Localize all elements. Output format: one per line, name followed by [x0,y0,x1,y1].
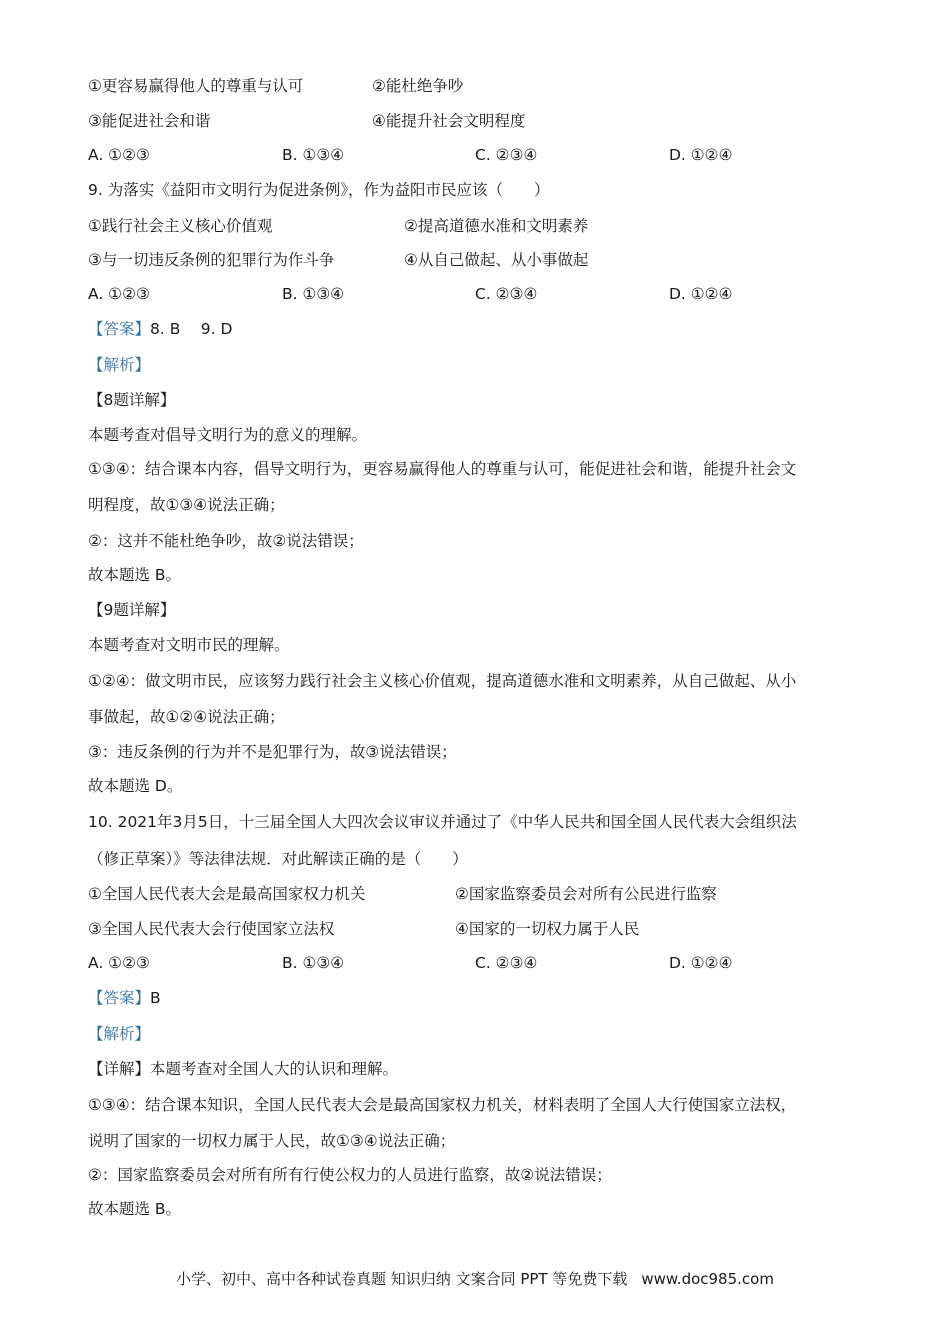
detail-8-line-2: ①③④：结合课本内容，倡导文明行为，更容易赢得他人的尊重与认可，能促进社会和谐，能提升社会文 [88,460,797,478]
answer-text: 8. B 9. D [150,320,233,338]
detail-9-line-4: ③：违反条例的行为并不是犯罪行为，故③说法错误； [88,743,457,761]
q10-option-c: C. ②③④ [475,954,538,972]
q9-statement-3: ③与一切违反条例的犯罪行为作斗争 [88,251,335,269]
page-footer [0,1268,950,1289]
q10-statement-4: ④国家的一切权力属于人民 [455,920,640,938]
q9-statement-1: ①践行社会主义核心价值观 [88,217,273,235]
q10-option-d: D. ①②④ [669,954,733,972]
q10-statement-1: ①全国人民代表大会是最高国家权力机关 [88,885,366,903]
detail-10-line-2: ①③④：结合课本知识，全国人民代表大会是最高国家权力机关，材料表明了全国人大行使国家立法权， [88,1096,797,1114]
detail-8-line-1: 本题考查对倡导文明行为的意义的理解。 [88,426,368,444]
analysis-tag: 【解析】 [88,356,151,374]
q10-statement-2: ②国家监察委员会对所有公民进行监察 [455,885,717,903]
q8-option-d: D. ①②④ [669,146,733,164]
detail-9-heading: 【9题详解】 [88,601,176,619]
detail-8-heading: 【8题详解】 [88,391,176,409]
q9-option-c: C. ②③④ [475,285,538,303]
q8-option-a: A. ①②③ [88,146,150,164]
q9-statement-4: ④从自己做起、从小事做起 [404,251,589,269]
q9-statement-2: ②提高道德水准和文明素养 [404,217,589,235]
q8-statement-4: ④能提升社会文明程度 [372,112,526,130]
detail-9-line-3: 事做起，故①②④说法正确； [88,708,285,726]
q8-statement-1: ①更容易赢得他人的尊重与认可 [88,77,304,95]
analysis-10-tag: 【解析】 [88,1025,151,1043]
q10-question-line-2: （修正草案）》等法律法规．对此解读正确的是（ ） [88,850,468,868]
q9-option-b: B. ①③④ [282,285,345,303]
q9-option-a: A. ①②③ [88,285,150,303]
answer-8-9 [88,318,232,340]
detail-9-line-1: 本题考查对文明市民的理解。 [88,636,290,654]
detail-10-line-1 [88,1058,398,1080]
detail-10-line-3: 说明了国家的一切权力属于人民，故①③④说法正确； [88,1132,456,1150]
q10-question-line-1: 10. 2021年3月5日，十三届全国人大四次会议审议并通过了《中华人民共和国全国人民代表大会组织法 [88,813,797,831]
q10-statement-3: ③全国人民代表大会行使国家立法权 [88,920,335,938]
detail-10-intro: 本题考查对全国人大的认识和理解。 [150,1060,399,1078]
detail-10-line-5: 故本题选 B。 [88,1200,182,1218]
q9-option-d: D. ①②④ [669,285,733,303]
detail-8-line-4: ②：这并不能杜绝争吵，故②说法错误； [88,532,364,550]
detail-9-line-5: 故本题选 D。 [88,777,183,795]
q8-statement-3: ③能促进社会和谐 [88,112,211,130]
footer-url[interactable]: www.doc985.com [641,1270,774,1288]
q10-option-a: A. ①②③ [88,954,150,972]
q10-option-b: B. ①③④ [282,954,345,972]
q8-option-c: C. ②③④ [475,146,538,164]
answer-10-tag: 【答案】 [88,989,151,1007]
detail-10-line-4: ②：国家监察委员会对所有所有行使公权力的人员进行监察，故②说法错误； [88,1166,612,1184]
detail-8-line-3: 明程度，故①③④说法正确； [88,496,285,514]
q8-option-b: B. ①③④ [282,146,345,164]
q9-question: 9. 为落实《益阳市文明行为促进条例》，作为益阳市民应该（ ） [88,181,550,199]
answer-10-text: B [150,989,161,1007]
answer-tag: 【答案】 [88,320,151,338]
detail-10-heading: 【详解】 [88,1060,151,1078]
detail-9-line-2: ①②④：做文明市民，应该努力践行社会主义核心价值观，提高道德水准和文明素养，从自己做起、从小 [88,672,797,690]
q8-statement-2: ②能杜绝争吵 [372,77,464,95]
footer-text: 小学、初中、高中各种试卷真题 知识归纳 文案合同 PPT 等免费下载 [176,1270,628,1288]
detail-8-line-5: 故本题选 B。 [88,566,182,584]
answer-10 [88,987,161,1009]
